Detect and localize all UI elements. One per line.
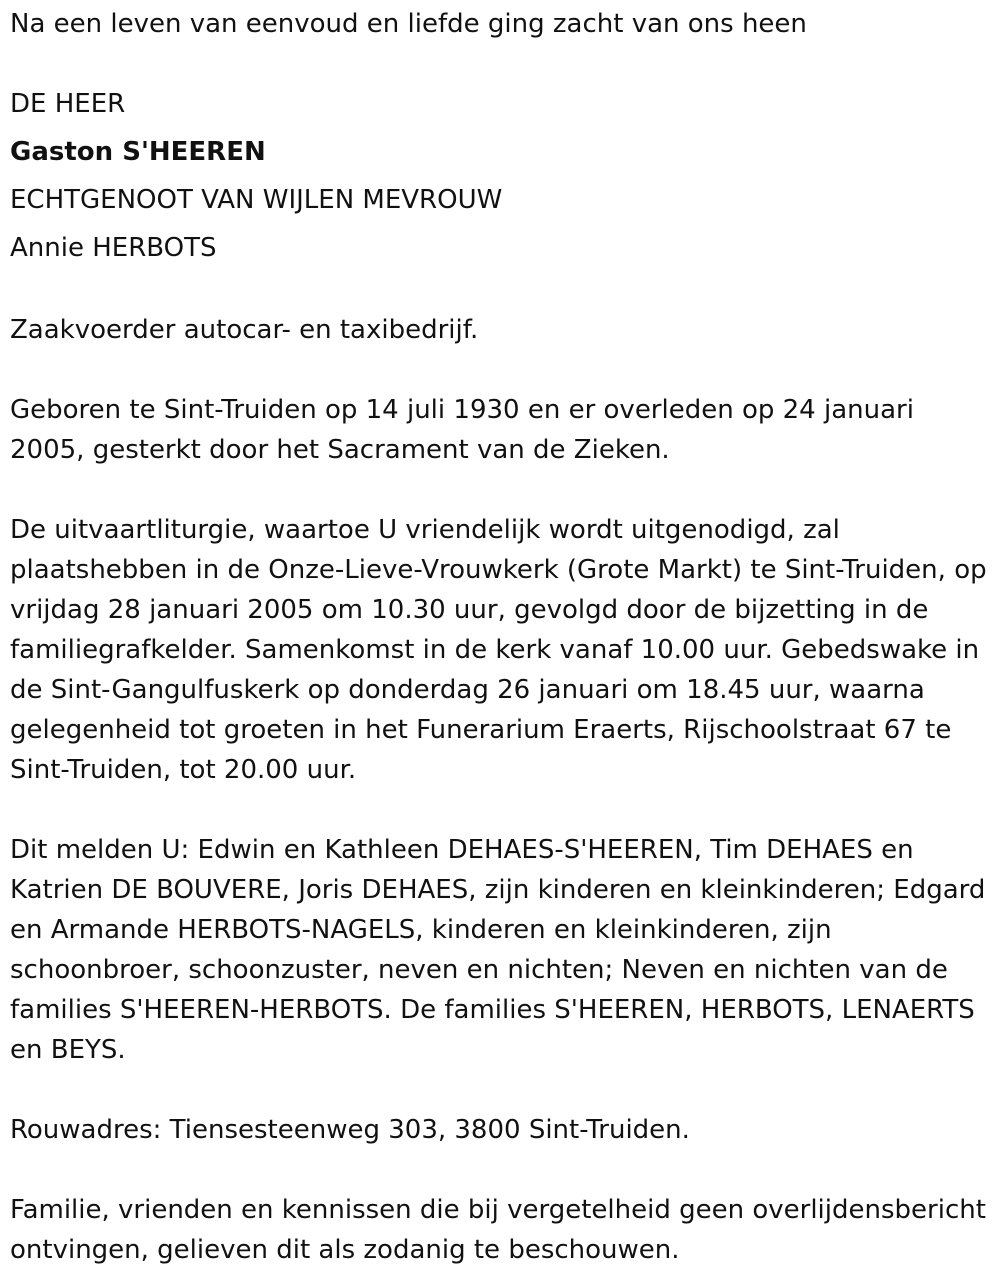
spouse-prefix: ECHTGENOOT VAN WIJLEN MEVROUW	[10, 185, 503, 215]
announcers-paragraph: Dit melden U: Edwin en Kathleen DEHAES-S'HEEREN, Tim DEHAES en Katrien DE BOUVERE, Joris DEHAES, zijn kinderen en kleinkinderen; Edgard en Armande HERBOTS-NAGELS, kinderen en kleinkinderen, zijn schoonbroer, schoonzuster, neven en nichten; Neven en nichten van de families S'HEEREN-HERBOTS. De families S'HEEREN, HERBOTS, LENAERTS en BEYS.	[10, 835, 986, 1065]
title-prefix: DE HEER	[10, 89, 126, 119]
closing-note: Familie, vrienden en kennissen die bij vergetelheid geen overlijdensbericht ontvingen, gelieven dit als zodanig te beschouwen.	[10, 1195, 986, 1265]
spouse-name: Annie HERBOTS	[10, 233, 217, 263]
deceased-name: Gaston S'HEEREN	[10, 137, 266, 167]
occupation: Zaakvoerder autocar- en taxibedrijf.	[10, 315, 479, 345]
opening-line: Na een leven van eenvoud en liefde ging zacht van ons heen	[10, 9, 807, 39]
mourning-address: Rouwadres: Tiensesteenweg 303, 3800 Sint-Truiden.	[10, 1115, 690, 1145]
birth-death-paragraph: Geboren te Sint-Truiden op 14 juli 1930 en er overleden op 24 januari 2005, gesterkt door het Sacrament van de Zieken.	[10, 395, 914, 465]
liturgy-paragraph: De uitvaartliturgie, waartoe U vriendelijk wordt uitgenodigd, zal plaatshebben in de Onze-Lieve-Vrouwkerk (Grote Markt) te Sint-Truiden, op vrijdag 28 januari 2005 om 10.30 uur, gevolgd door de bijzetting in de familiegrafkelder. Samenkomst in de kerk vanaf 10.00 uur. Gebedswake in de Sint-Gangulfuskerk op donderdag 26 januari om 18.45 uur, waarna gelegenheid tot groeten in het Funerarium Eraerts, Rijschoolstraat 67 te Sint-Truiden, tot 20.00 uur.	[10, 515, 987, 785]
